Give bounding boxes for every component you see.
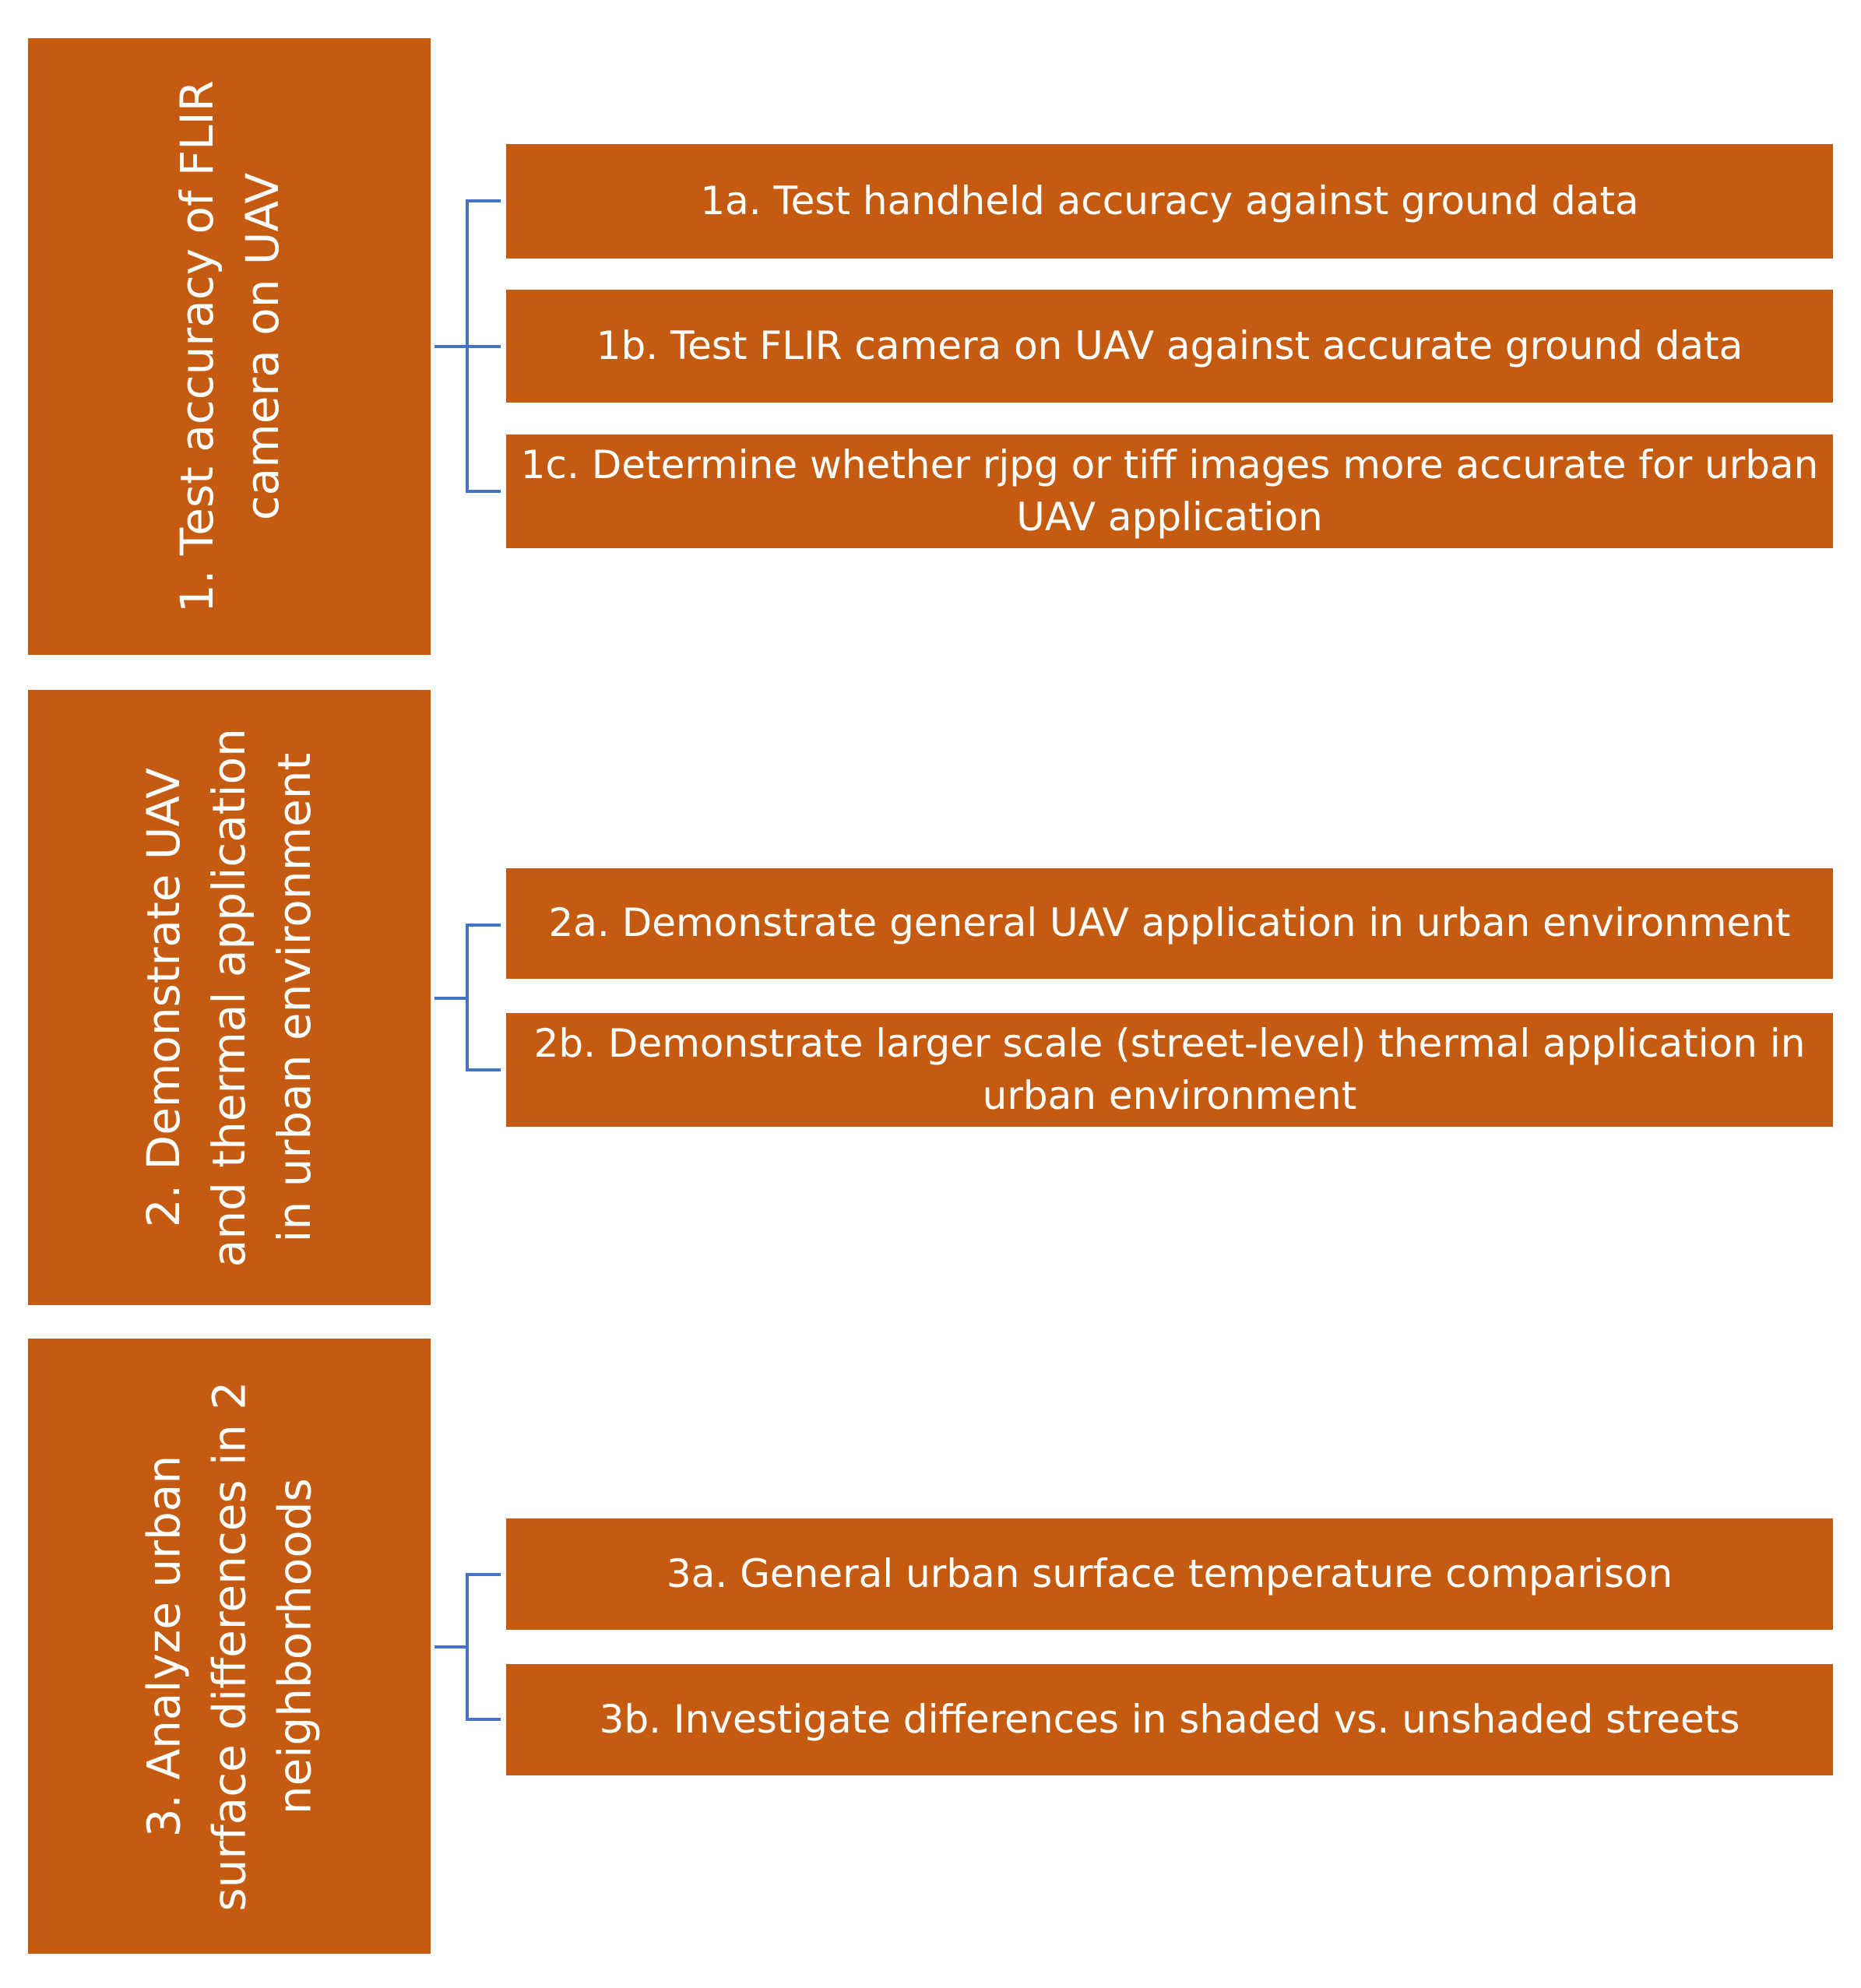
subobjective-3a: 3a. General urban surface temperature comparison	[506, 1518, 1833, 1630]
objective-2-box	[28, 690, 431, 1305]
connector-branch	[466, 490, 501, 493]
subobjective-1b: 1b. Test FLIR camera on UAV against accurate ground data	[506, 290, 1833, 403]
objective-1-line: 1. Test accuracy of FLIR	[170, 80, 223, 613]
subobjective-1a: 1a. Test handheld accuracy against ground data	[506, 144, 1833, 259]
objective-2-label	[131, 728, 327, 1267]
objective-2-line: in urban environment	[268, 752, 322, 1243]
objective-3-label	[131, 1381, 327, 1912]
connector-stub	[434, 345, 467, 348]
subobjective-2a: 2a. Demonstrate general UAV application in urban environment	[506, 868, 1833, 979]
objective-1-line: camera on UAV	[235, 172, 289, 521]
objective-1-box	[28, 38, 431, 655]
objective-3-line: 3. Analyze urban	[137, 1455, 191, 1838]
connector-branch	[466, 1573, 501, 1576]
objective-1-label	[164, 80, 294, 613]
connector-vertical	[466, 1573, 469, 1721]
objective-2-line: 2. Demonstrate UAV	[137, 767, 191, 1228]
connector-stub	[434, 1645, 467, 1648]
subobjective-3b: 3b. Investigate differences in shaded vs. unshaded streets	[506, 1664, 1833, 1775]
connector-branch	[466, 199, 501, 202]
connector-branch	[466, 345, 501, 348]
connector-branch	[466, 1068, 501, 1071]
subobjective-2b: 2b. Demonstrate larger scale (street-level) thermal application in urban environment	[506, 1013, 1833, 1127]
objective-3-box	[28, 1339, 431, 1954]
objective-3-line: surface differences in 2	[202, 1381, 256, 1912]
objective-2-line: and thermal application	[202, 727, 256, 1268]
objective-3-line: neighborhoods	[268, 1477, 322, 1815]
subobjective-1c: 1c. Determine whether rjpg or tiff images more accurate for urban UAV application	[506, 435, 1833, 548]
connector-branch	[466, 924, 501, 927]
connector-vertical	[466, 924, 469, 1071]
connector-branch	[466, 1718, 501, 1721]
connector-stub	[434, 997, 467, 1000]
